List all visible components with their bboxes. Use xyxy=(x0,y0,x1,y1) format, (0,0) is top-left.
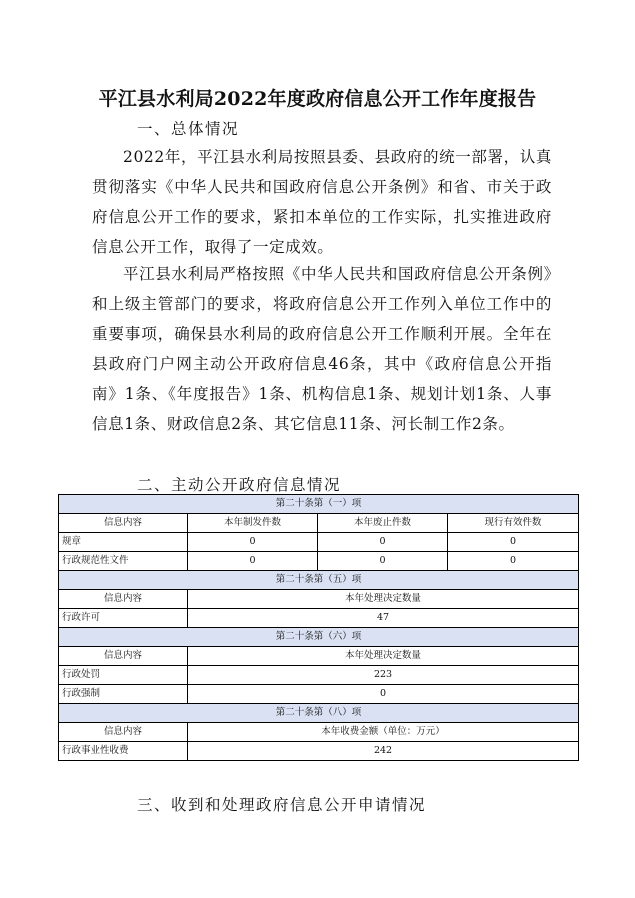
table-header-row xyxy=(59,514,579,533)
column-header: 现行有效件数 xyxy=(448,514,579,533)
section-heading-applications: 三、收到和处理政府信息公开申请情况 xyxy=(137,796,427,814)
cell-value: 0 xyxy=(188,685,579,704)
column-header: 本年处理决定数量 xyxy=(188,590,579,609)
cell-value: 0 xyxy=(318,533,448,552)
column-header: 本年废止件数 xyxy=(318,514,448,533)
cell-value: 0 xyxy=(188,533,318,552)
disclosure-table xyxy=(58,494,579,761)
cell-value: 242 xyxy=(188,742,579,761)
paragraph-overview: 2022年，平江县水利局按照县委、县政府的统一部署，认真贯彻落实《中华人民共和国政府信息公开条例》和省、市关于政府信息公开工作的要求，紧扣本单位的工作实际，扎实推进政府信息公开工作，取得了一定成效。 xyxy=(92,148,552,256)
document-title: 平江县水利局2022年度政府信息公开工作年度报告 xyxy=(98,88,537,110)
table-section-row xyxy=(59,495,579,514)
table-row xyxy=(59,666,579,685)
cell-value: 47 xyxy=(188,609,579,628)
section-title: 第二十条第（六）项 xyxy=(59,628,579,647)
section-heading-overview: 一、总体情况 xyxy=(137,120,240,138)
cell-value: 0 xyxy=(448,552,579,571)
column-header: 本年处理决定数量 xyxy=(188,647,579,666)
table-header-row xyxy=(59,723,579,742)
section-title: 第二十条第（八）项 xyxy=(59,704,579,723)
table-row xyxy=(59,685,579,704)
cell-value: 0 xyxy=(448,533,579,552)
cell-value: 0 xyxy=(188,552,318,571)
column-header: 本年收费金额（单位：万元） xyxy=(188,723,579,742)
row-label: 行政许可 xyxy=(59,609,188,628)
table-row xyxy=(59,609,579,628)
section-title: 第二十条第（一）项 xyxy=(59,495,579,514)
column-header: 本年制发件数 xyxy=(188,514,318,533)
table-section-row xyxy=(59,704,579,723)
row-label: 行政处罚 xyxy=(59,666,188,685)
section-heading-proactive-disclosure: 二、主动公开政府信息情况 xyxy=(137,476,342,494)
table-row xyxy=(59,742,579,761)
table-header-row xyxy=(59,647,579,666)
column-header: 信息内容 xyxy=(59,590,188,609)
table-section-row xyxy=(59,571,579,590)
column-header: 信息内容 xyxy=(59,647,188,666)
cell-value: 0 xyxy=(318,552,448,571)
table-section-row xyxy=(59,628,579,647)
row-label: 行政事业性收费 xyxy=(59,742,188,761)
column-header: 信息内容 xyxy=(59,723,188,742)
cell-value: 223 xyxy=(188,666,579,685)
section-title: 第二十条第（五）项 xyxy=(59,571,579,590)
table-row xyxy=(59,552,579,571)
row-label: 规章 xyxy=(59,533,188,552)
row-label: 行政强制 xyxy=(59,685,188,704)
table-row xyxy=(59,533,579,552)
table-header-row xyxy=(59,590,579,609)
paragraph-details: 平江县水利局严格按照《中华人民共和国政府信息公开条例》和上级主管部门的要求，将政府信息公开工作列入单位工作中的重要事项，确保县水利局的政府信息公开工作顺利开展。全年在县政府门户网主动公开政府信息46条，其中《政府信息公开指南》1条、《年度报告》1条、机构信息1条、规划计划1条、人事信息1条、财政信息2条、其它信息11条、河长制工作2条。 xyxy=(92,265,552,433)
row-label: 行政规范性文件 xyxy=(59,552,188,571)
column-header: 信息内容 xyxy=(59,514,188,533)
